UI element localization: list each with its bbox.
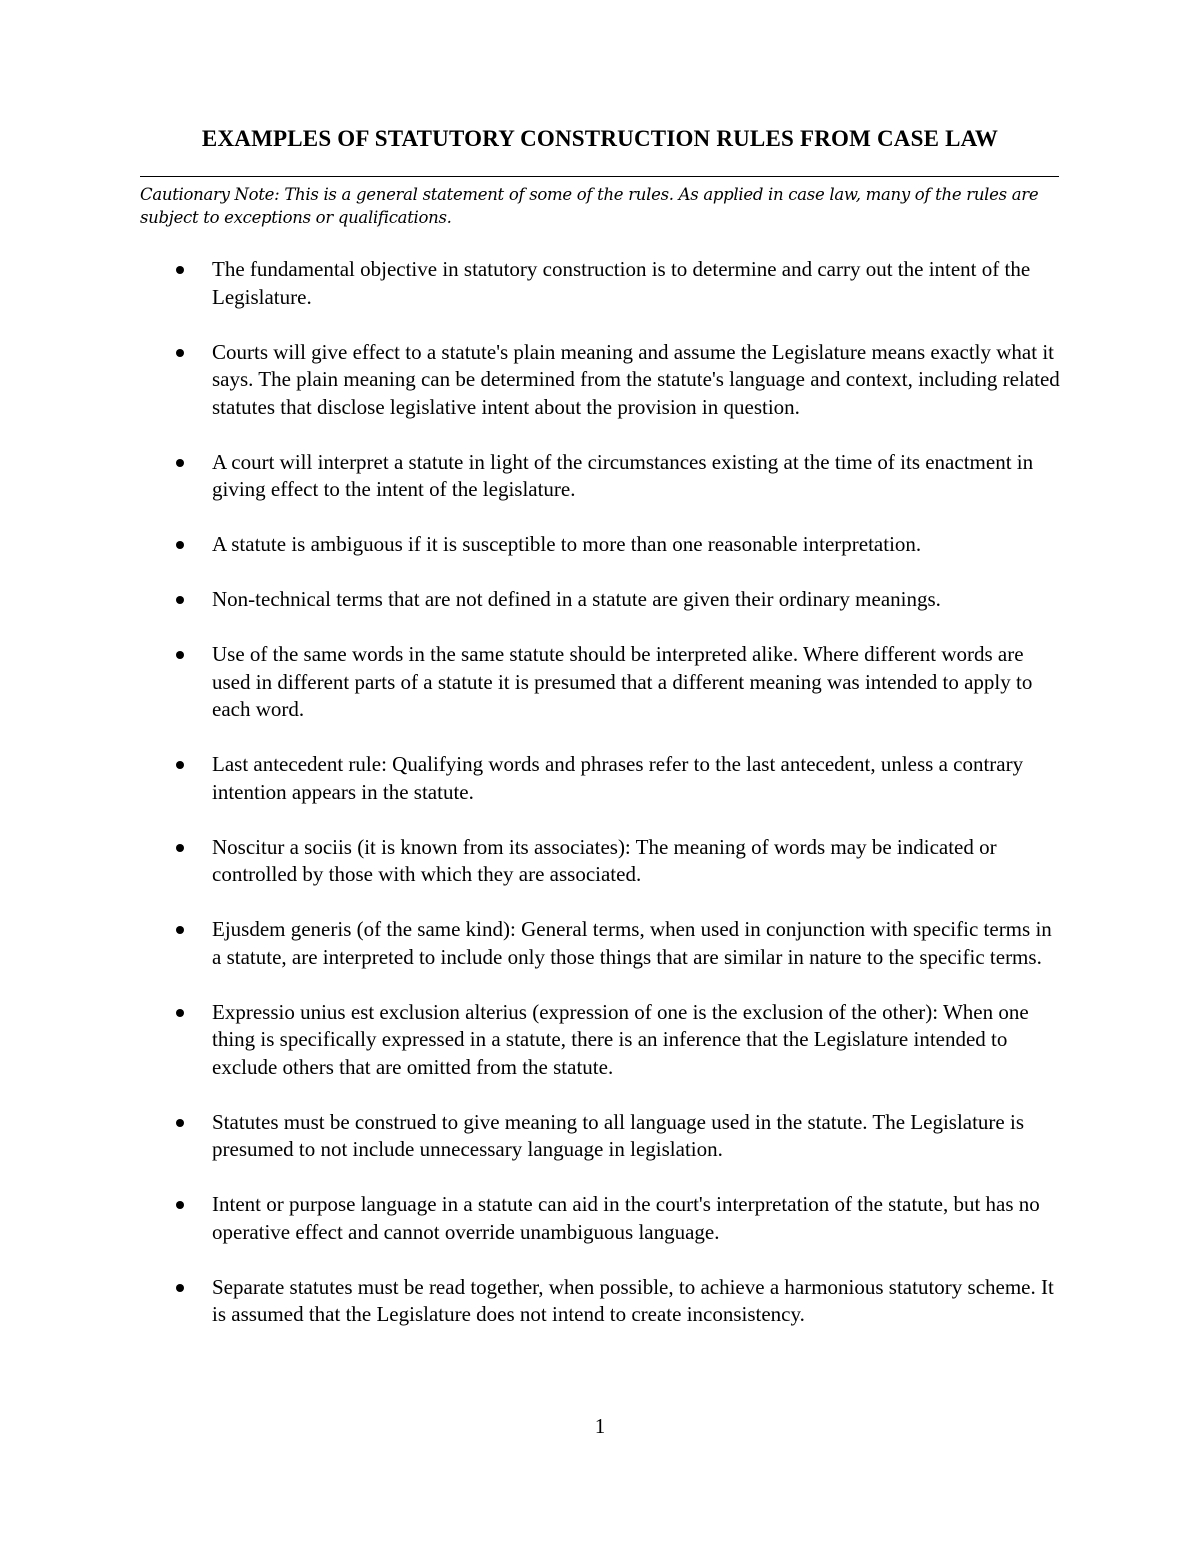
bullet-icon bbox=[176, 1009, 184, 1017]
bullet-icon bbox=[176, 761, 184, 769]
cautionary-note: Cautionary Note: This is a general statement of some of the rules. As applied in case law, many of the rules are subject to exceptions or qualifications. bbox=[140, 185, 1039, 227]
bullet-icon bbox=[176, 541, 184, 549]
bullet-icon bbox=[176, 844, 184, 852]
bullet-icon bbox=[176, 459, 184, 467]
bullet-icon bbox=[176, 266, 184, 274]
rules-list bbox=[140, 256, 1060, 1356]
rule-text: Use of the same words in the same statute should be interpreted alike. Where different words are used in different parts of a statute it is presumed that a different meaning was intended to apply to each word. bbox=[212, 642, 1033, 721]
page-number: 1 bbox=[594, 1414, 606, 1438]
rule-text: Ejusdem generis (of the same kind): General terms, when used in conjunction with specific terms in a statute, are interpreted to include only those things that are similar in nature to the specific terms. bbox=[212, 917, 1052, 969]
bullet-icon bbox=[176, 926, 184, 934]
bullet-icon bbox=[176, 1119, 184, 1127]
rule-text: Statutes must be construed to give meaning to all language used in the statute. The Legislature is presumed to not include unnecessary language in legislation. bbox=[212, 1109, 1025, 1161]
list-item bbox=[140, 999, 1060, 1082]
bullet-icon bbox=[176, 349, 184, 357]
title-underline bbox=[140, 176, 1059, 177]
bullet-icon bbox=[176, 596, 184, 604]
rule-text: Non-technical terms that are not defined in a statute are given their ordinary meanings. bbox=[212, 587, 941, 611]
list-item bbox=[140, 641, 1060, 724]
list-item bbox=[140, 586, 1060, 614]
rule-text: Separate statutes must be read together, when possible, to achieve a harmonious statutory scheme. It is assumed that the Legislature does not intend to create inconsistency. bbox=[212, 1274, 1054, 1326]
bullet-icon bbox=[176, 651, 184, 659]
rule-text: Expressio unius est exclusion alterius (expression of one is the exclusion of the other): When one thing is specifically expressed in a statute, there is an inference that the Legislature intended to exclude others that are omitted from the statute. bbox=[212, 999, 1029, 1079]
rule-text: A statute is ambiguous if it is susceptible to more than one reasonable interpretation. bbox=[212, 532, 922, 556]
list-item bbox=[140, 1274, 1060, 1329]
list-item bbox=[140, 339, 1060, 422]
list-item bbox=[140, 1109, 1060, 1164]
rule-text: Courts will give effect to a statute's plain meaning and assume the Legislature means exactly what it says. The plain meaning can be determined from the statute's language and context, including related statutes that disclose legislative intent about the provision in question. bbox=[212, 339, 1060, 419]
rule-text: The fundamental objective in statutory construction is to determine and carry out the intent of the Legislature. bbox=[212, 257, 1031, 309]
list-item bbox=[140, 751, 1060, 806]
rule-text: A court will interpret a statute in light of the circumstances existing at the time of its enactment in giving effect to the intent of the legislature. bbox=[212, 449, 1034, 501]
rule-text: Intent or purpose language in a statute can aid in the court's interpretation of the statute, but has no operative effect and cannot override unambiguous language. bbox=[212, 1192, 1040, 1244]
rule-text: Noscitur a sociis (it is known from its associates): The meaning of words may be indicated or controlled by those with which they are associated. bbox=[212, 834, 997, 886]
bullet-icon bbox=[176, 1284, 184, 1292]
bullet-icon bbox=[176, 1201, 184, 1209]
list-item bbox=[140, 531, 1060, 559]
list-item bbox=[140, 834, 1060, 889]
document-title: EXAMPLES OF STATUTORY CONSTRUCTION RULES FROM CASE LAW bbox=[201, 126, 999, 151]
list-item bbox=[140, 916, 1060, 971]
list-item bbox=[140, 449, 1060, 504]
list-item bbox=[140, 256, 1060, 311]
rule-text: Last antecedent rule: Qualifying words and phrases refer to the last antecedent, unless a contrary intention appears in the statute. bbox=[212, 752, 1024, 804]
list-item bbox=[140, 1191, 1060, 1246]
